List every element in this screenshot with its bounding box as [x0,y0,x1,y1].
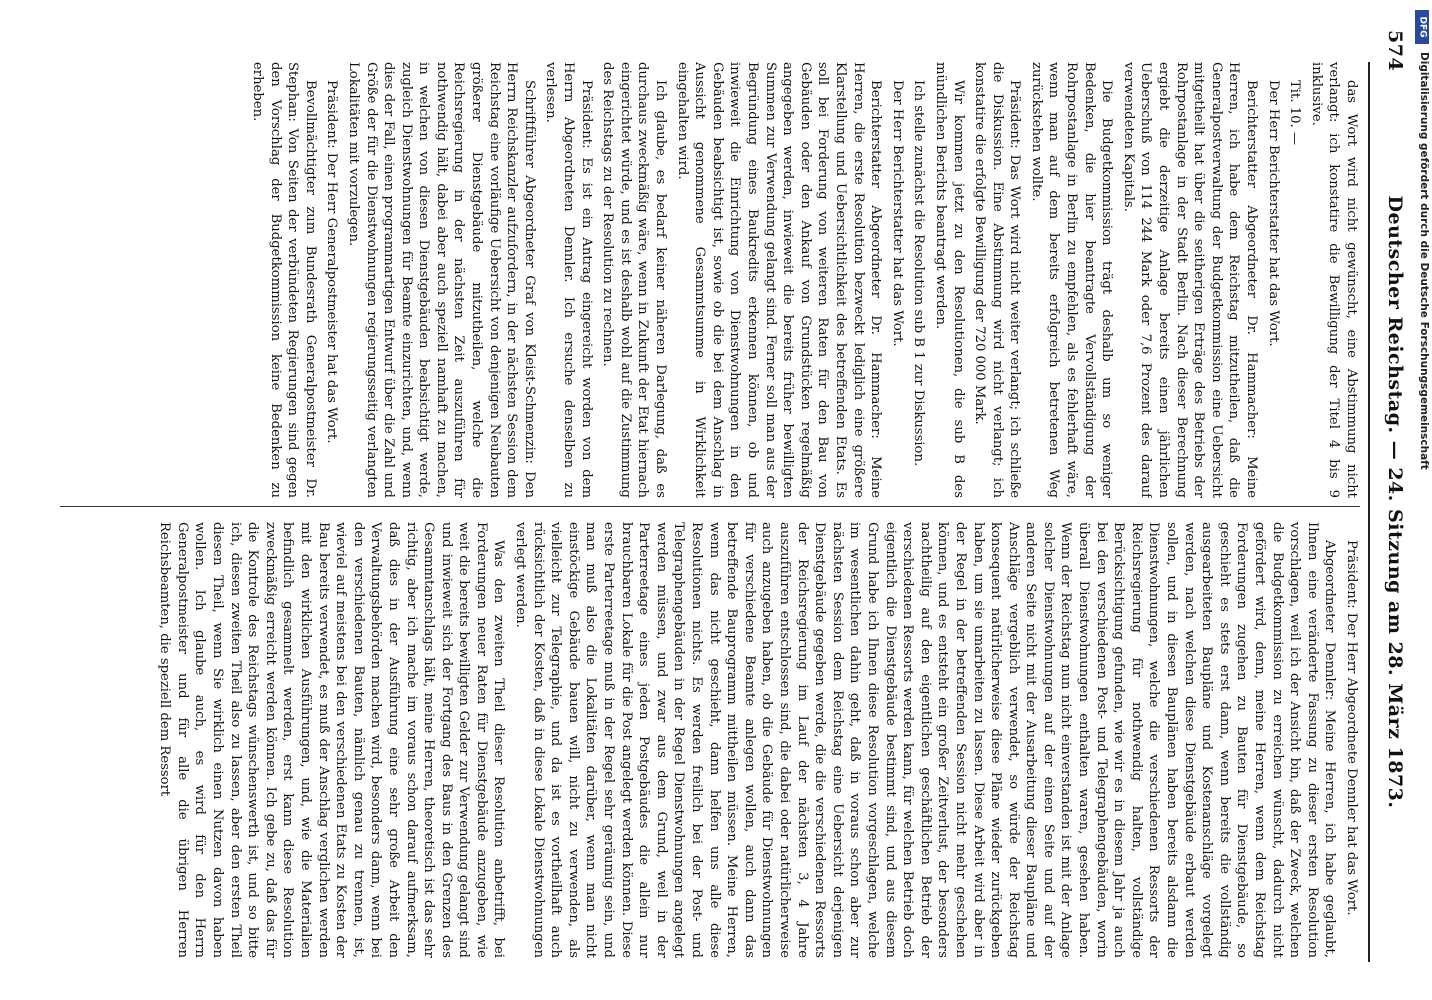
paragraph: Ich glaube, es bedarf keiner näheren Darlegung, daß es durchaus zweckmäßig wäre, wenn in Zukunft der Etat hiernach eingerichtet würde, und es ist deshalb wohl auf die Zustimmung des Reichstags zu der Resolution zu rechnen. [600,62,669,498]
header-rule [1368,62,1370,962]
paragraph: Ich stelle zunächst die Resolution sub B 1 zur Diskussion. [911,80,927,467]
paragraph: Der Herr Berichterstatter hat das Wort. [889,80,905,347]
paragraph: Die Budgetkommission trägt deshalb um so weniger Bedenken, die hier beantragte Vervollständigung der Rohrpostanlage in Berlin zu empfehlen, als es fehlerhaft wäre, wenn man auf dem bereits erfolgreich betretenen Weg zurückstehen wollte. [1028,62,1115,498]
right-column [60,522,1360,958]
paragraph: Was den zweiten Theil dieser Resolution anbetrifft, bei Forderungen neuer Raten für Dienstgebäude anzugeben, wie weit die bereits bewilligten Gelder zur Verwendung gelangt sind und inwieweit sich der Fortgang des Baus in den Grenzen des Gesammtanschlags hält, meine Herren, theoretisch ist das sehr richtig, aber ich mache im voraus schon darauf aufmerksam, daß dies in der Ausführung eine sehr große Arbeit den Verwaltungsbehörden machen wird, besonders dann, wenn bei den verschiedenen Bauten, nämlich genau zu trennen, ist, wieviel auf meistens bei den verschiedenen Etats zu Kosten der Bau bereits verwendet, es muß der Anschlag verglichen werden mit den wirklichen Ausführungen, und, wie die Materialien befindlich gesammelt werden, erst kann diese Resolution zweckmäßig erreicht werden können. Ich gebe zu, daß das für die Kontrole des Reichstags wünschenswerth ist, und so bitte ich, diesen zweiten Theil also zu lassen, aber den ersten Theil diesen Theil, wenn Sie wirklich einen Nutzen davon haben wollen. Ich glaube auch, es wird für den Herrn Generalpostmeister und für alle die übrigen Herren Reichsbeamten, die speziell dem Ressort [157,522,507,958]
column-divider [60,506,1360,507]
paragraph: Präsident: Der Herr Generalpostmeister hat das Wort. [324,80,340,444]
digitization-stamp [1412,6,1432,686]
paragraph: Schriftführer Abgeordneter Graf von Kleist-Schmenzin: Den Herrn Reichskanzler aufzufordern, in der nächsten Session dem Reichstag eine vorläufige Uebersicht von denjenigen Neubauten größerer Dienstgebäude mitzutheilen, welche die Reichsregierung in der nächsten Zeit auszuführen für nothwendig hält, dabei aber auch speziell namhaft zu machen, in welchen von diesen Dienstgebäuden beabsichtigt werde, zugleich Dienstwohnungen für Beamte einzurichten, und, wenn dies der Fall, einen programmartigen Entwurf über die Zahl und Größe der für die Dienstwohnungen regierungsseitig verlangten Lokalitäten mit vorzulegen. [345,62,537,498]
digitization-note: Digitalisierung gefördert durch die Deutsche Forschungsgemeinschaft [1418,52,1430,470]
paragraph: Abgeordneter Dennler: Meine Herren, ich habe geglaubt, Ihnen eine veränderte Fassung zu dieser ersten Resolution vorschlagen, weil ich der Ansicht bin, daß der Zweck, welchen die Budgetkommission zu erreichen wünscht, dadurch nicht gefördert wird, denn, meine Herren, wenn dem Reichstag Forderungen zugehen zu Bauten für Dienstgebäude, so geschieht es stets erst dann, wenn bereits die vollständig ausgearbeiteten Baupläne und Kostenanschläge vorgelegt werden, nach welchen diese Dienstgebäude erbaut werden sollen, und in diesen Bauplänen haben bereits alsdann die Dienstwohnungen, welche die verschiedenen Ressorts der Reichsregierung für nothwendig halten, vollständige Berücksichtigung gefunden, wie wir es in diesem Jahr ja auch bei den verschiedenen Post- und Telegraphengebäuden, worin überall Dienstwohnungen enthalten waren, gesehen haben. Wenn der Reichstag nun nicht einverstanden ist mit der Anlage solcher Dienstwohnungen auf der einen Seite und auf der anderen Seite nicht mit der Ausarbeitung dieser Baupläne und Anschläge vergeblich verwendet, so würde der Reichstag konsequent natürlicherweise diese Pläne wieder zurückgeben haben, um sie umarbeiten zu lassen. Diese Arbeit wird aber in der Regel in der betreffenden Session nicht mehr geschehen können, und es entsteht ein großer Zeitverlust, der besonders nachtheilig auf den eigentlichen geschäftlichen Betrieb der verschiedenen Ressorts werden kann, für welchen Betrieb doch eigentlich die Dienstgebäude bestimmt sind, und aus diesem Grund habe ich Ihnen diese Resolution vorgeschlagen, welche im wesentlichen dahin geht, daß in voraus schon aber zur nächsten Session dem Reichstag eine Uebersicht derjenigen Dienstgebäude gegeben werde, die die verschiedenen Ressorts der Reichsregierung im Lauf der nächsten 3, 4 Jahre auszuführen entschlossen sind, die dabei oder natürlicherweise auch anzugeben haben, ob die Gebäude für Dienstwohnungen für verschiedene Beamte anlegen wollen, auch dann das betreffende Bauprogramm mittheilen müssen. Meine Herren, wenn das nicht geschieht, dann helfen uns alle diese Resolutionen nichts. Es werden freilich bei der Post- und Telegraphengebäuden in der Regel Dienstwohnungen angelegt werden müssen, und zwar aus dem Grund, weil in der Parterreetage eines jeden Postgebäudes die allein nur brauchbaren Lokale für die Post angelegt werden können. Diese erste Parterreetage muß in der Regel sehr geräumig sein, und man muß also die Lokalitäten darüber, wenn man nicht einstöckige Gebäude bauen will, nicht zu verwenden, als vielleicht zur Telegraphie, und da ist es vortheilhaft auch rücksichtlich der Kosten, daß in diese Lokale Dienstwohnungen verlegt werden. [513,522,1338,958]
paragraph: Wir kommen jetzt zu den Resolutionen, die sub B des mündlichen Berichts beantragt werden. [932,62,966,498]
page-header [1376,22,1412,982]
paragraph: das Wort wird nicht gewünscht, eine Abstimmung nicht verlangt: ich konstatire die Bewilligung der Titel 4 bis 9 inklusive. [1308,62,1359,498]
running-title: Deutscher Reichstag. — 24. Sitzung am 28. März 1873. [1384,195,1406,809]
paragraph: Berichterstatter Abgeordneter Dr. Hammacher: Meine Herren, ich habe dem Reichstag mitzutheilen, daß die Generalpostverwaltung der Budgetkommission eine Uebersicht mitgetheilt hat über die seitherigen Erträge des Betriebs der Rohrpostanlage in der Stadt Berlin. Nach dieser Berechnung ergiebt die derzeitige Anlage bereits einen jährlichen Ueberschuß von 114 244 Mark oder 7,6 Prozent des darauf verwendeten Kapitals. [1120,62,1260,498]
paragraph: Präsident: Es ist ein Antrag eingereicht worden von dem Herrn Abgeordneten Dennler. Ich ersuche denselben zu verlesen. [543,62,594,498]
paragraph: Bevollmächtigter zum Bundesrath Generalpostmeister Dr. Stephan: Von Seiten der verbündeten Regierungen sind gegen den Vorschlag der Budgetkommission keine Bedenken zu erheben. [249,62,318,498]
paragraph: Tit. 10. — [1287,80,1303,146]
document-page [42,22,1412,982]
paragraph: Präsident: Der Herr Abgeordnete Dennler hat das Wort. [1344,540,1359,916]
page-number: 574 [1384,30,1406,72]
paragraph: Berichterstatter Abgeordneter Dr. Hammacher: Meine Herren, die erste Resolution bezweckt lediglich eine größere Klarstellung und Uebersichtlichkeit des betreffenden Etats. Es soll bei Forderung von weiteren Raten für den Bau von Gebäuden oder den Ankauf von Grundstücken regelmäßig angegeben werden, inwieweit die bereits früher bewilligten Summen zur Verwendung gelangt sind. Ferner soll man aus der Begründung eines Baukredits erkennen können, ob und inwieweit die Einrichtung von Dienstwohnungen in den Gebäuden beabsichtigt ist, sowie ob die bei dem Anschlag in Aussicht genommene Gesammtsumme in Wirklichkeit eingehalten wird. [674,62,884,498]
left-column [60,62,1360,498]
paragraph: Präsident: Das Wort wird nicht weiter verlangt; ich schließe die Diskussion. Eine Abstimmung wird nicht verlangt; ich konstatire die erfolgte Bewilligung der 720 000 Mark. [972,62,1023,498]
paragraph: Der Herr Berichterstatter hat das Wort. [1265,80,1281,347]
dfg-logo: DFG [1415,10,1429,44]
